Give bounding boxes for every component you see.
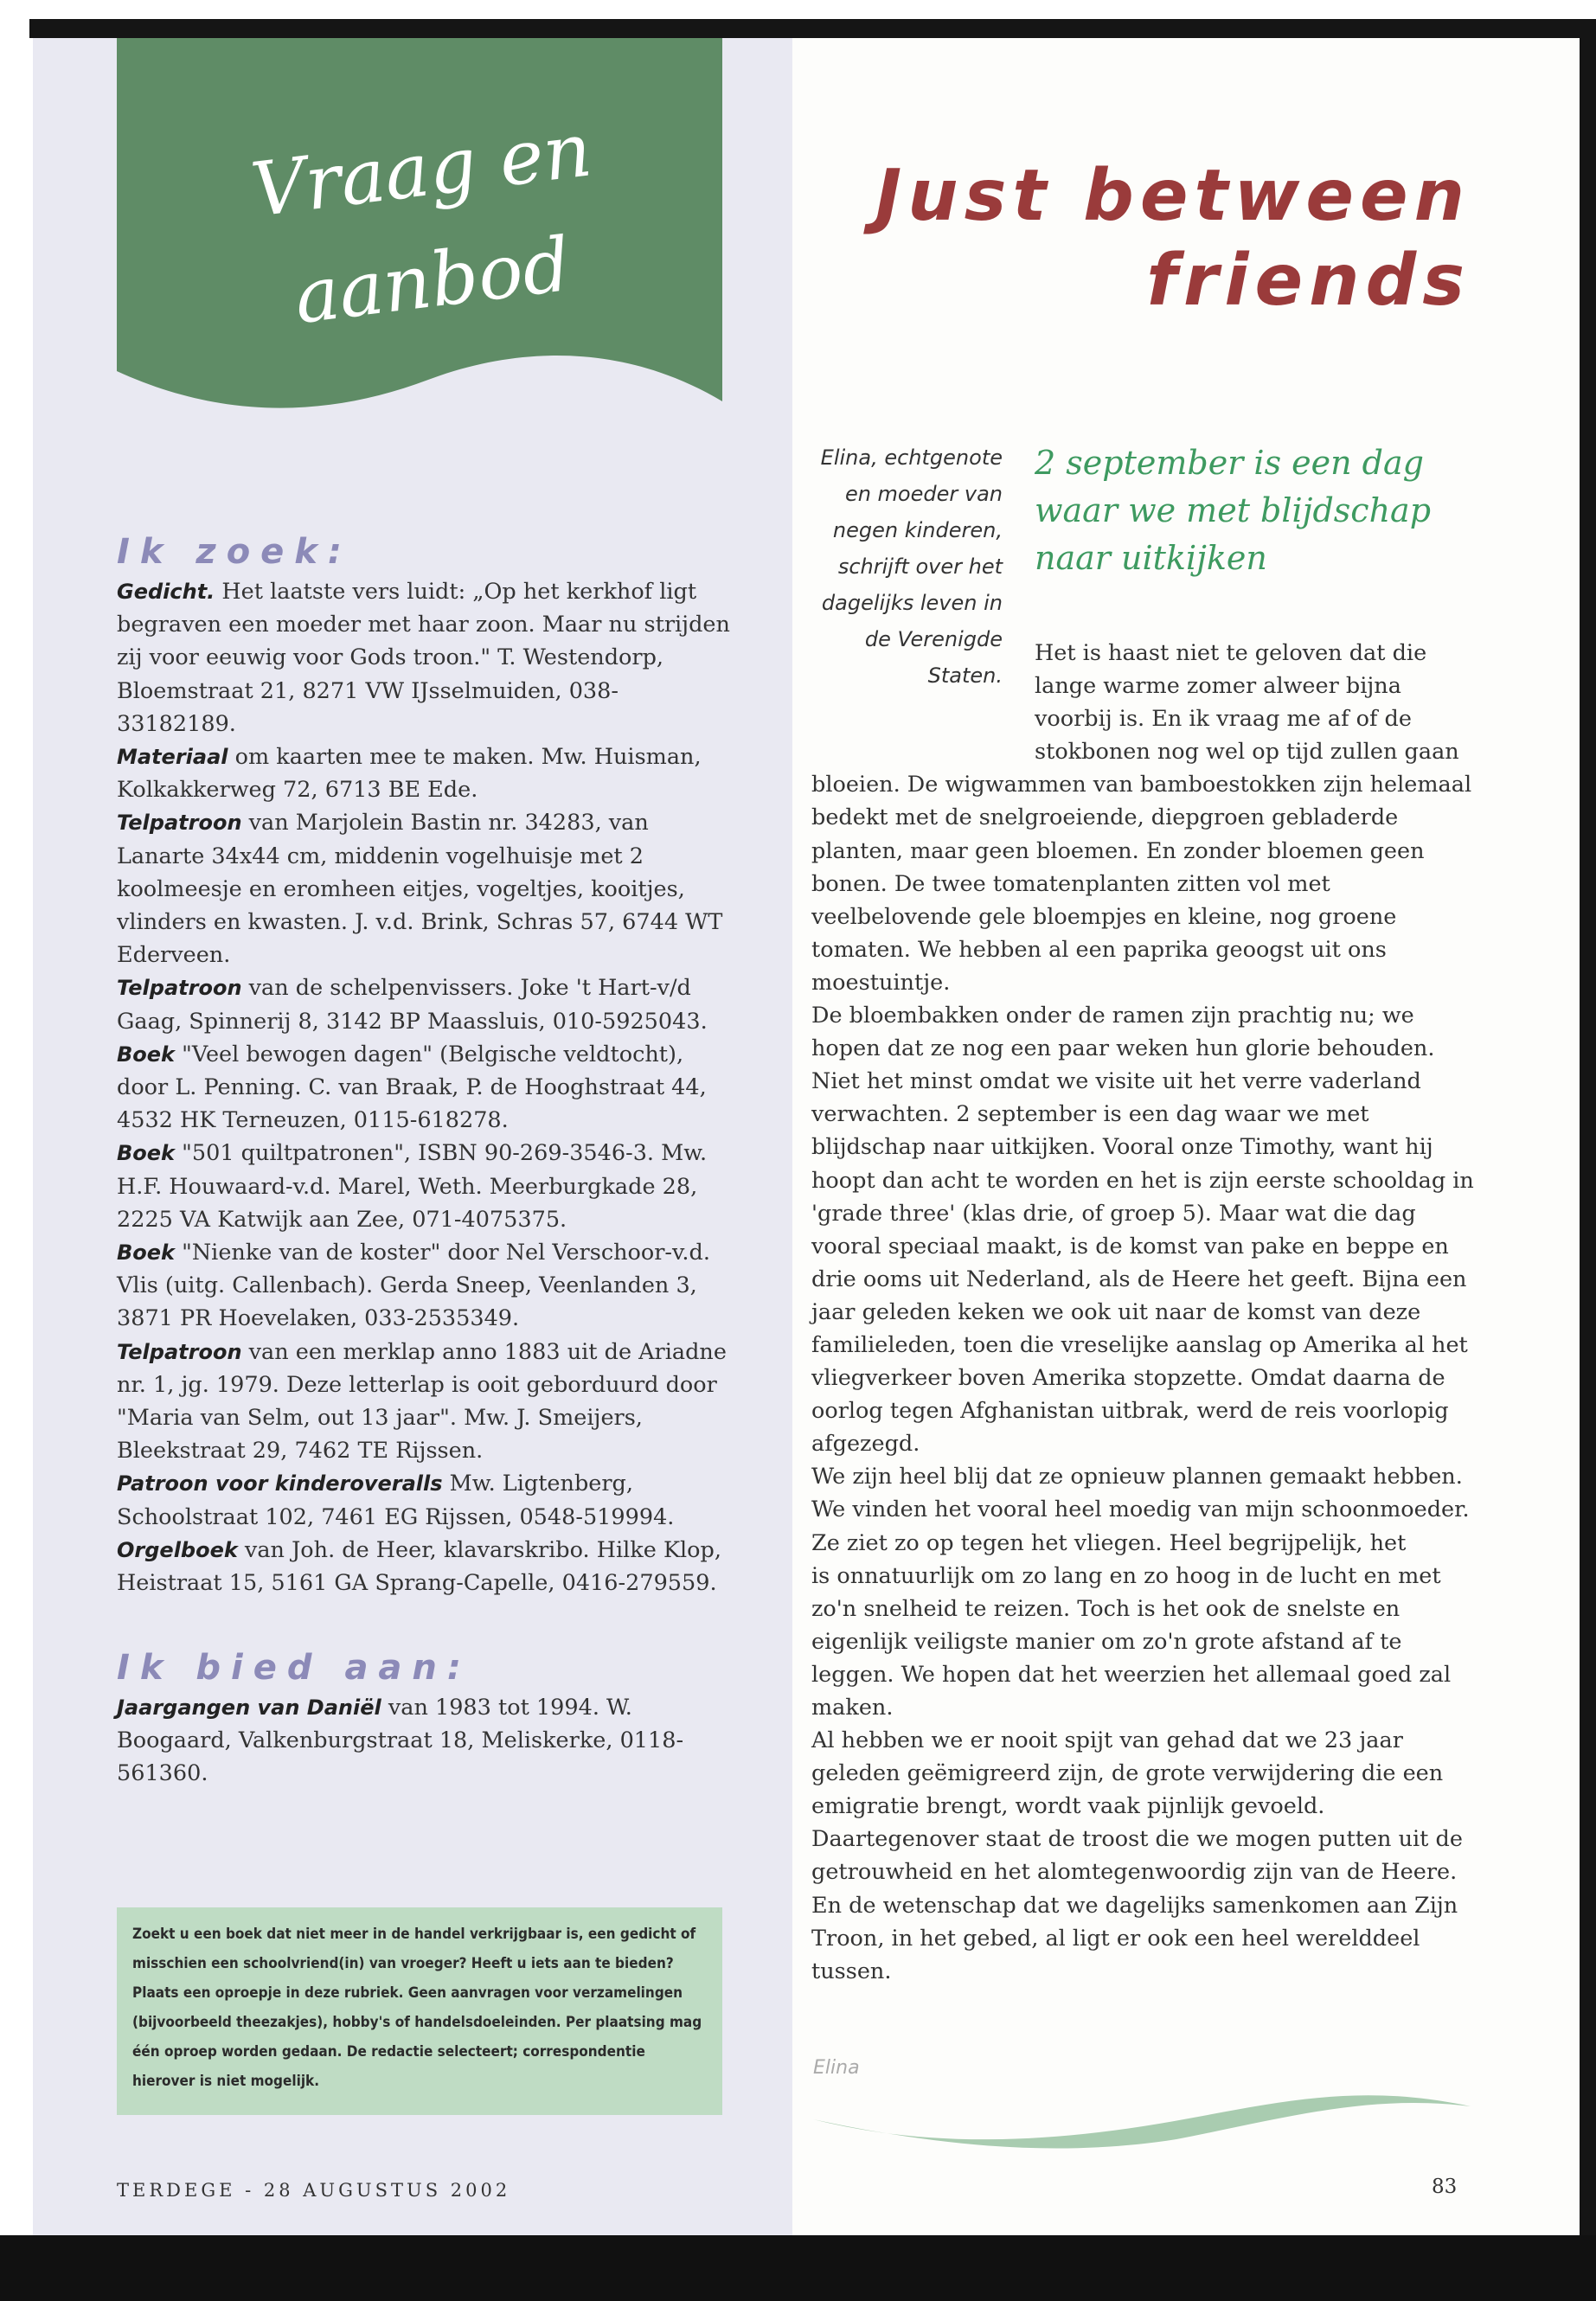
rubriek-info-box: Zoekt u een boek dat niet meer in de handel verkrijgbaar is, een gedicht of misschien een schoolvriend(in) van vroeger? Heeft u iets aan te bieden? Plaats een oproepje in deze rubriek. Geen aanvragen voor verzamelingen (bijvoorbeeld theezakjes), hobby's of handelsdoeleinden. Per plaatsing mag één oproep worden gedaan. De redactie selecteert; correspondentie hierover is niet mogelijk.	[117, 1907, 722, 2115]
entry-text: "Nienke van de koster" door Nel Verschoor-v.d. Vlis (uitg. Callenbach). Gerda Sneep, Veenlanden 3, 3871 PR Hoevelaken, 033-2535349.	[117, 1240, 710, 1332]
magazine-footer: TERDEGE - 28 AUGUSTUS 2002	[117, 2180, 511, 2201]
entry-text: van de schelpenvissers. Joke 't Hart-v/d Gaag, Spinnerij 8, 3142 BP Maassluis, 010-5925043.	[117, 975, 708, 1035]
ik-bied-aan-heading: Ik bied aan:	[117, 1648, 471, 1688]
scan-top-border	[29, 19, 1596, 38]
classified-entry	[117, 1236, 731, 1336]
entry-text: "501 quiltpatronen", ISBN 90-269-3546-3. Mw. H.F. Houwaard-v.d. Marel, Weth. Meerburgkade 28, 2225 VA Katwijk aan Zee, 071-4075375.	[117, 1140, 708, 1233]
entry-text: van Joh. de Heer, klavarskribo. Hilke Klop, Heistraat 15, 5161 GA Sprang-Capelle, 0416-279559.	[117, 1536, 721, 1597]
entry-text: om kaarten mee te maken. Mw. Huisman, Kolkakkerweg 72, 6713 BE Ede.	[117, 744, 702, 804]
entry-label: Materiaal	[117, 745, 228, 770]
article-paragraph: We zijn heel blij dat ze opnieuw plannen gemaakt hebben. We vinden het vooral heel moedig van mijn schoonmoeder. Ze ziet zo op tegen het vliegen. Heel begrijpelijk, het	[811, 1464, 1470, 1556]
classified-entry	[117, 740, 731, 806]
ik-zoek-heading: Ik zoek:	[117, 532, 352, 572]
entry-label: Patroon voor kinderoveralls	[117, 1471, 443, 1497]
entry-text: "Veel bewogen dagen" (Belgische veldtocht), door L. Penning. C. van Braak, P. de Hooghstraat 44, 4532 HK Terneuzen, 0115-618278.	[117, 1041, 707, 1134]
article-body	[811, 637, 1477, 1988]
decorative-swoosh	[813, 2072, 1471, 2150]
page-number: 83	[1432, 2176, 1458, 2198]
article-paragraph: Het is haast niet te geloven dat die lange warme zomer alweer bijna voorbij is. En ik vraag me af of de stokbonen nog wel op tijd zullen gaan bloeien. De wigwammen van bamboestokken zijn helemaal bedekt met de snelgroeiende, diepgroen gebladerde planten, maar geen bloemen. En zonder bloemen geen bonen. De twee tomatenplanten zitten vol met veelbelovende gele bloempjes en kleine, nog groene tomaten. We hebben al een paprika geoogst uit ons moestuintje.	[811, 640, 1472, 996]
entry-label: Boek	[117, 1240, 176, 1266]
classified-entry	[117, 1534, 731, 1599]
article-title-line2: friends	[1146, 240, 1471, 322]
banner-title-line1: Vraag en	[247, 106, 597, 234]
byline-wrap-spacer	[811, 637, 1035, 766]
classified-entry	[117, 971, 731, 1037]
classified-entry	[117, 806, 731, 971]
article-paragraph: is onnatuurlijk om zo lang en zo hoog in de lucht en met zo'n snelheid te reizen. Toch is het ook de snelste en eigenlijk veiligste manier om zo'n grote afstand af te leggen. We hopen dat het weerzien het allemaal goed zal maken.	[811, 1562, 1452, 1721]
entry-label: Boek	[117, 1141, 176, 1166]
entry-text: van Marjolein Bastin nr. 34283, van Lanarte 34x44 cm, middenin vogelhuisje met 2 koolmeesje en eromheen eitjes, vogeltjes, kooitjes, vlinders en kwasten. J. v.d. Brink, Schras 57, 6744 WT Ederveen.	[117, 810, 723, 969]
classified-entry	[117, 1137, 731, 1236]
entry-label: Jaargangen van Daniël	[117, 1695, 381, 1720]
article-title-line1: Just between	[875, 155, 1471, 237]
entry-label: Gedicht.	[117, 580, 215, 604]
banner-shape	[117, 38, 722, 427]
article-paragraph: De bloembakken onder de ramen zijn prachtig nu; we hopen dat ze nog een paar weken hun glorie behouden. Niet het minst omdat we visite uit het verre vaderland verwachten. 2 september is een dag waar we met blijdschap naar uitkijken. Vooral onze Timothy, want hij hoopt dan acht te worden en het is zijn eerste schooldag in 'grade three' (klas drie, of groep 5). Maar wat die dag vooral speciaal maakt, is de komst van pake en beppe en drie ooms uit Nederland, als de Heere het geeft. Bijna een jaar geleden keken we ook uit naar de komst van deze familieleden, toen die vreselijke aanslag op Amerika al het vliegverkeer boven Amerika stopzette. Omdat daarna de oorlog tegen Afghanistan uitbrak, werd de reis voorlopig afgezegd.	[811, 1003, 1474, 1458]
entry-text: van 1983 tot 1994. W. Boogaard, Valkenburgstraat 18, Meliskerke, 0118-561360.	[117, 1695, 684, 1787]
classified-entry	[117, 1691, 731, 1791]
article-headline: 2 september is een dag waar we met blijdschap naar uitkijken	[1035, 444, 1432, 577]
banner-title-line2: aanbod	[290, 221, 575, 342]
article-title	[865, 154, 1471, 324]
entry-label: Boek	[117, 1042, 176, 1067]
entry-label: Telpatroon	[117, 811, 242, 836]
author-byline: Elina, echtgenote en moeder van negen kinderen, schrijft over het dagelijks leven in de Verenigde Staten.	[820, 445, 1003, 688]
article-paragraph: Al hebben we er nooit spijt van gehad dat we 23 jaar geleden geëmigreerd zijn, de grote verwijdering die een emigratie brengt, wordt vaak pijnlijk gevoeld. Daartegenover staat de troost die we mogen putten uit de getrouwheid en het alomtegenwoordig zijn van de Heere. En de wetenschap dat we dagelijks samenkomen aan Zijn Troon, in het gebed, al ligt er ook een heel werelddeel tussen.	[811, 1727, 1463, 1984]
ik-bied-aan-entries	[117, 1691, 731, 1791]
ik-zoek-entries	[117, 575, 731, 1599]
entry-label: Telpatroon	[117, 1339, 242, 1364]
scan-bottom-border	[0, 2235, 1596, 2301]
entry-label: Orgelboek	[117, 1537, 238, 1562]
entry-text: Het laatste vers luidt: „Op het kerkhof ligt begraven een moeder met haar zoon. Maar nu strijden zij voor eeuwig voor Gods troon." T. Westendorp, Bloemstraat 21, 8271 VW IJsselmuiden, 038-33182189.	[117, 579, 730, 737]
entry-label: Telpatroon	[117, 976, 242, 1001]
classified-entry	[117, 1336, 731, 1468]
classified-entry	[117, 1038, 731, 1138]
entry-text: van een merklap anno 1883 uit de Ariadne nr. 1, jg. 1979. Deze letterlap is ooit geborduurd door "Maria van Selm, out 13 jaar". Mw. J. Smeijers, Bleekstraat 29, 7462 TE Rijssen.	[117, 1338, 727, 1465]
author-signoff: Elina	[813, 2057, 860, 2079]
classified-entry	[117, 1467, 731, 1533]
entry-text: Mw. Ligtenberg, Schoolstraat 102, 7461 EG Rijssen, 0548-519994.	[117, 1471, 675, 1530]
classified-entry	[117, 575, 731, 740]
scan-right-border	[1580, 38, 1596, 2235]
vraag-en-aanbod-banner	[117, 38, 722, 427]
